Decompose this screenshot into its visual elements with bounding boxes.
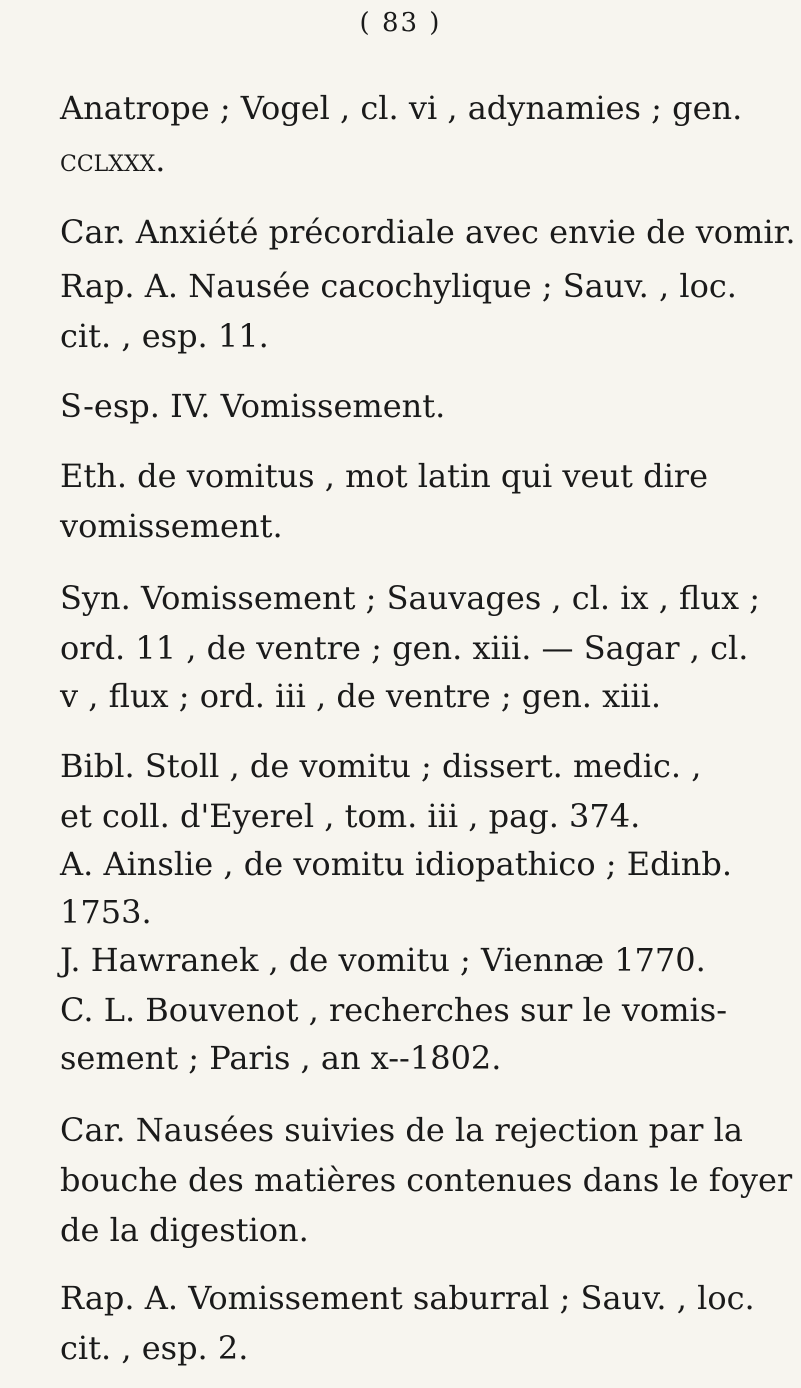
text-line: sement ; Paris , an x--1802. bbox=[60, 1039, 502, 1077]
text-line: cclxxx. bbox=[60, 141, 166, 179]
page-number: ( 83 ) bbox=[359, 8, 442, 38]
text-line: Rap. A. Vomissement saburral ; Sauv. , loc. bbox=[60, 1279, 755, 1317]
text-line: cit. , esp. 11. bbox=[60, 317, 269, 355]
text-line: de la digestion. bbox=[60, 1211, 309, 1249]
text-line: Eth. de vomitus , mot latin qui veut dire bbox=[60, 457, 709, 495]
text-line: Syn. Vomissement ; Sauvages , cl. ix , flux ; bbox=[60, 579, 760, 617]
text-line: C. L. Bouvenot , recherches sur le vomis- bbox=[60, 991, 727, 1029]
text-line: Car. Nausées suivies de la rejection par la bbox=[60, 1111, 743, 1149]
text-line: Car. Anxiété précordiale avec envie de vomir. bbox=[60, 213, 796, 251]
text-line: 1753. bbox=[60, 893, 152, 931]
text-line: v , flux ; ord. iii , de ventre ; gen. xiii. bbox=[60, 677, 662, 715]
text-line: vomissement. bbox=[60, 507, 283, 545]
text-line: ord. 11 , de ventre ; gen. xiii. — Sagar , cl. bbox=[60, 629, 749, 667]
text-line: J. Hawranek , de vomitu ; Viennæ 1770. bbox=[60, 941, 706, 979]
text-line: A. Ainslie , de vomitu idiopathico ; Edinb. bbox=[60, 845, 733, 883]
text-line: Bibl. Stoll , de vomitu ; dissert. medic. , bbox=[60, 747, 702, 785]
text-line: bouche des matières contenues dans le foyer bbox=[60, 1161, 793, 1199]
text-line: S-esp. IV. Vomissement. bbox=[60, 387, 446, 425]
text-line: Anatrope ; Vogel , cl. vi , adynamies ; gen. bbox=[60, 89, 743, 127]
text-line: et coll. d'Eyerel , tom. iii , pag. 374. bbox=[60, 797, 641, 835]
text-line: cit. , esp. 2. bbox=[60, 1329, 249, 1367]
text-line: Rap. A. Nausée cacochylique ; Sauv. , loc. bbox=[60, 267, 737, 305]
